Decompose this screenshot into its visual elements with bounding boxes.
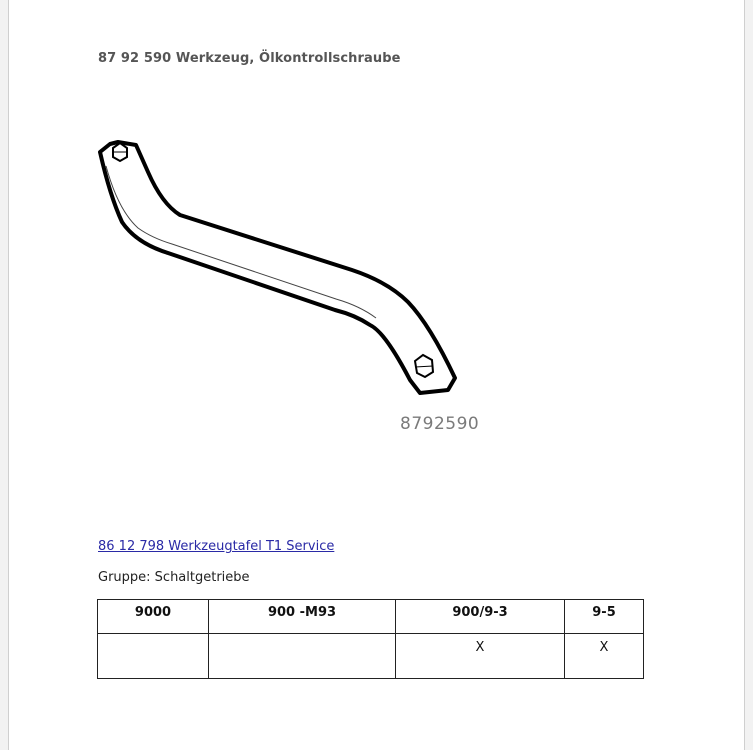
- table-cell: X: [396, 634, 565, 679]
- page-frame-left: [0, 0, 9, 750]
- table-header-cell: 900/9-3: [396, 600, 565, 634]
- bottom-bolt-icon: [415, 355, 433, 377]
- table-cell: [98, 634, 209, 679]
- group-label: Gruppe: Schaltgetriebe: [98, 570, 250, 585]
- table-row: [98, 634, 644, 679]
- table-cell: [209, 634, 396, 679]
- table-header-cell: 9000: [98, 600, 209, 634]
- tool-illustration: [80, 120, 480, 410]
- table-header-row: [98, 600, 644, 634]
- page-frame-right: [744, 0, 753, 750]
- tool-board-link[interactable]: 86 12 798 Werkzeugtafel T1 Service: [98, 539, 335, 554]
- compatibility-table: [97, 599, 644, 679]
- table-cell: X: [565, 634, 644, 679]
- figure-part-number: 8792590: [400, 414, 480, 434]
- table-header-cell: 9-5: [565, 600, 644, 634]
- tool-body-outline: [100, 142, 455, 393]
- page-title: 87 92 590 Werkzeug, Ölkontrollschraube: [98, 51, 401, 66]
- table-header-cell: 900 -M93: [209, 600, 396, 634]
- top-bolt-icon: [113, 143, 127, 161]
